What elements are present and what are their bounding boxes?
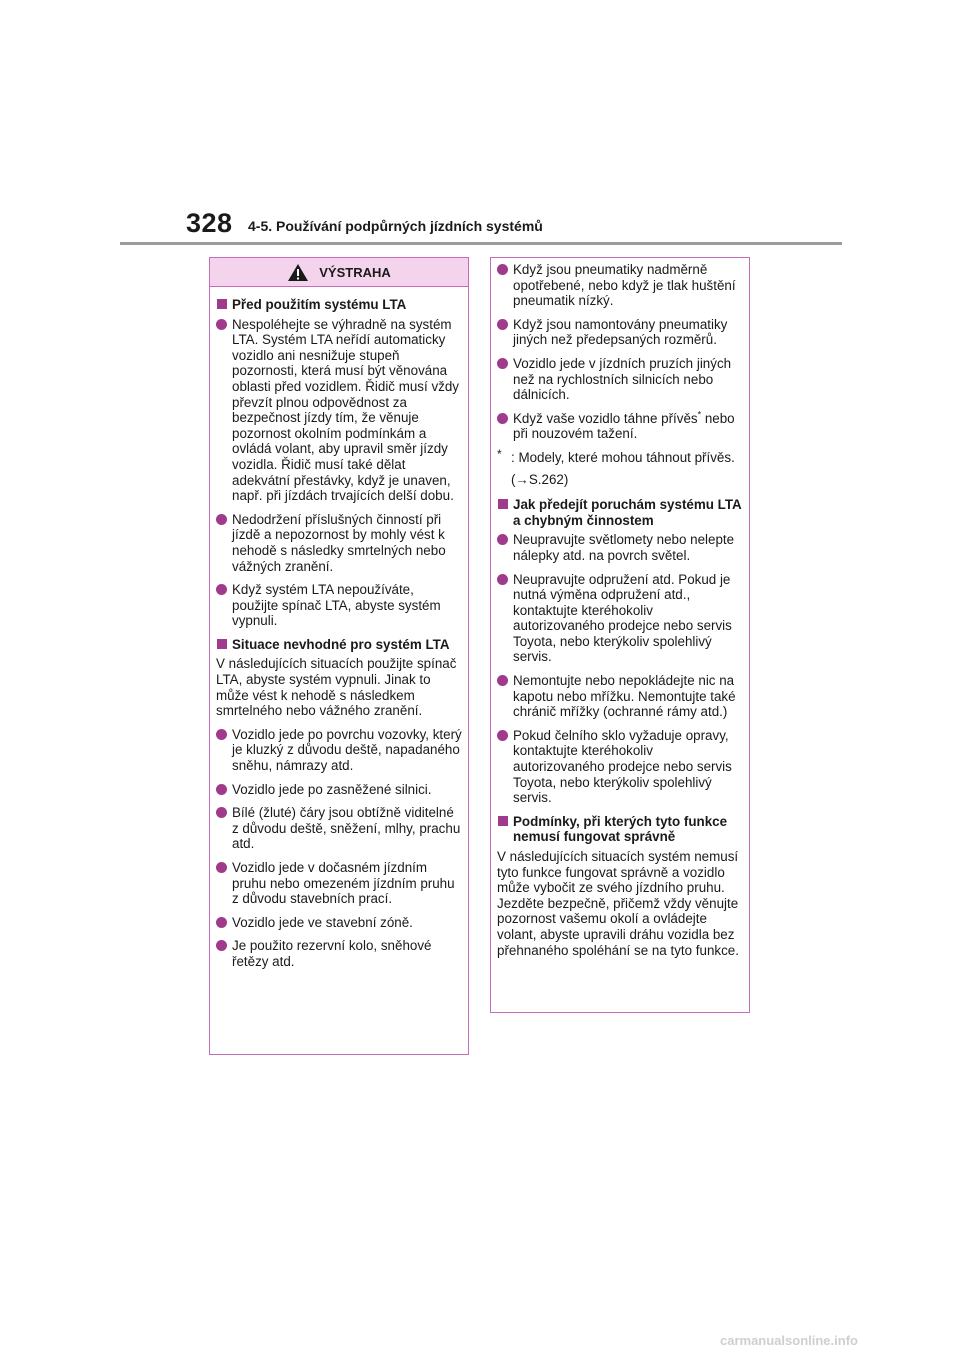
list-item: Pokud čelního sklo vyžaduje opravy, kontaktujte kteréhokoliv autorizovaného prodejce nebo servis Toyota, nebo kterýkoliv spolehlivý servis. [497,728,743,806]
list-item: Je použito rezervní kolo, sněhové řetězy atd. [216,938,462,969]
subheading: Jak předejít poruchám systému LTA a chybným činnostem [497,497,743,528]
section-title: 4-5. Používání podpůrných jízdních systémů [248,218,543,234]
circle-bullet-icon [497,730,508,741]
subheading: Před použitím systému LTA [216,297,462,313]
circle-bullet-icon [497,358,508,369]
warning-triangle-icon [287,263,309,282]
circle-bullet-icon [497,319,508,330]
square-bullet-icon [498,816,508,826]
list-item: Nemontujte nebo nepokládejte nic na kapotu nebo mřížku. Nemontujte také chránič mřížky (ochranné rámy atd.) [497,673,743,720]
list-item: Vozidlo jede po zasněžené silnici. [216,782,462,798]
list-item: Bílé (žluté) čáry jsou obtížně viditelné z důvodu deště, sněžení, mlhy, prachu atd. [216,805,462,852]
list-item: Neupravujte odpružení atd. Pokud je nutná výměna odpružení atd., kontaktujte kteréhokoliv autorizovaného prodejce nebo servis Toyota, nebo kterýkoliv spolehlivý servis. [497,572,743,666]
warning-title: VÝSTRAHA [319,264,391,280]
warning-body-right [491,258,749,972]
watermark: carmanualsonline.info [720,1333,858,1348]
list-item: Nedodržení příslušných činností při jízdě a nepozornost by mohly vést k nehodě s následky smrtelných nebo vážných zranění. [216,512,462,574]
paragraph: V následujících situacích systém nemusí tyto funkce fungovat správně a vozidlo může vybočit ze svého jízdního pruhu. Jezděte bezpečně, přičemž vždy věnujte pozornost vašemu okolí a ovládejte volant, abyste upravili dráhu vozidla bez přehnaného spoléhání se na tyto funkce. [497,849,739,958]
page-number: 328 [186,208,233,238]
list-item: Vozidlo jede ve stavební zóně. [216,915,462,931]
footnote: * : Modely, které mohou táhnout přívěs. [497,446,735,465]
circle-bullet-icon [497,675,508,686]
warning-box-right [490,257,750,1013]
circle-bullet-icon [216,319,227,330]
subheading: Podmínky, při kterých tyto funkce nemusí fungovat správně [497,814,743,845]
circle-bullet-icon [216,514,227,525]
list-item: Když vaše vozidlo táhne přívěs* nebo při nouzovém tažení. [497,411,743,442]
footnote-mark: * [497,446,502,461]
list-item: Neupravujte světlomety nebo nelepte nálepky atd. na povrch světel. [497,532,743,563]
circle-bullet-icon [216,729,227,740]
subheading: Situace nevhodné pro systém LTA [216,637,462,653]
list-item: Nespoléhejte se výhradně na systém LTA. Systém LTA neřídí automaticky vozidlo ani nesnižuje stupeň pozornosti, která musí být věnována oblasti před vozidlem. Řidič musí vždy převzít plnou odpovědnost za bezpečnost jízdy tím, že věnuje pozornost okolním podmínkám a ovládá volant, aby upravil směr jízdy vozidla. Řidič musí také dělat adekvátní přestávky, když je unaven, např. při jízdách trvajících delší dobu. [216,317,462,504]
warning-body-left [210,287,468,984]
circle-bullet-icon [216,784,227,795]
footnote-mark: * [697,409,702,420]
warning-header [210,258,468,287]
square-bullet-icon [217,639,227,649]
circle-bullet-icon [497,574,508,585]
circle-bullet-icon [216,862,227,873]
circle-bullet-icon [497,264,508,275]
header-rule [120,242,842,245]
list-item: Když jsou namontovány pneumatiky jiných než předepsaných rozměrů. [497,317,743,348]
list-item: Vozidlo jede po povrchu vozovky, který je kluzký z důvodu deště, napadaného sněhu, námrazy atd. [216,727,462,774]
circle-bullet-icon [216,807,227,818]
list-item: Když jsou pneumatiky nadměrně opotřebené, nebo když je tlak huštění pneumatik nízký. [497,262,743,309]
circle-bullet-icon [497,413,508,424]
page-reference: (→S.262) [511,471,569,487]
circle-bullet-icon [216,584,227,595]
circle-bullet-icon [216,917,227,928]
circle-bullet-icon [497,534,508,545]
square-bullet-icon [498,499,508,509]
paragraph: V následujících situacích použijte spínač LTA, abyste systém vypnuli. Jinak to může vést k nehodě s následkem smrtelného nebo vážného zranění. [216,656,457,719]
list-item: Když systém LTA nepoužíváte, použijte spínač LTA, abyste systém vypnuli. [216,582,462,629]
square-bullet-icon [217,299,227,309]
circle-bullet-icon [216,940,227,951]
list-item: Vozidlo jede v jízdních pruzích jiných než na rychlostních silnicích nebo dálnicích. [497,356,743,403]
list-item: Vozidlo jede v dočasném jízdním pruhu nebo omezeném jízdním pruhu z důvodu stavebních prací. [216,860,462,907]
warning-box-left [209,257,469,1055]
